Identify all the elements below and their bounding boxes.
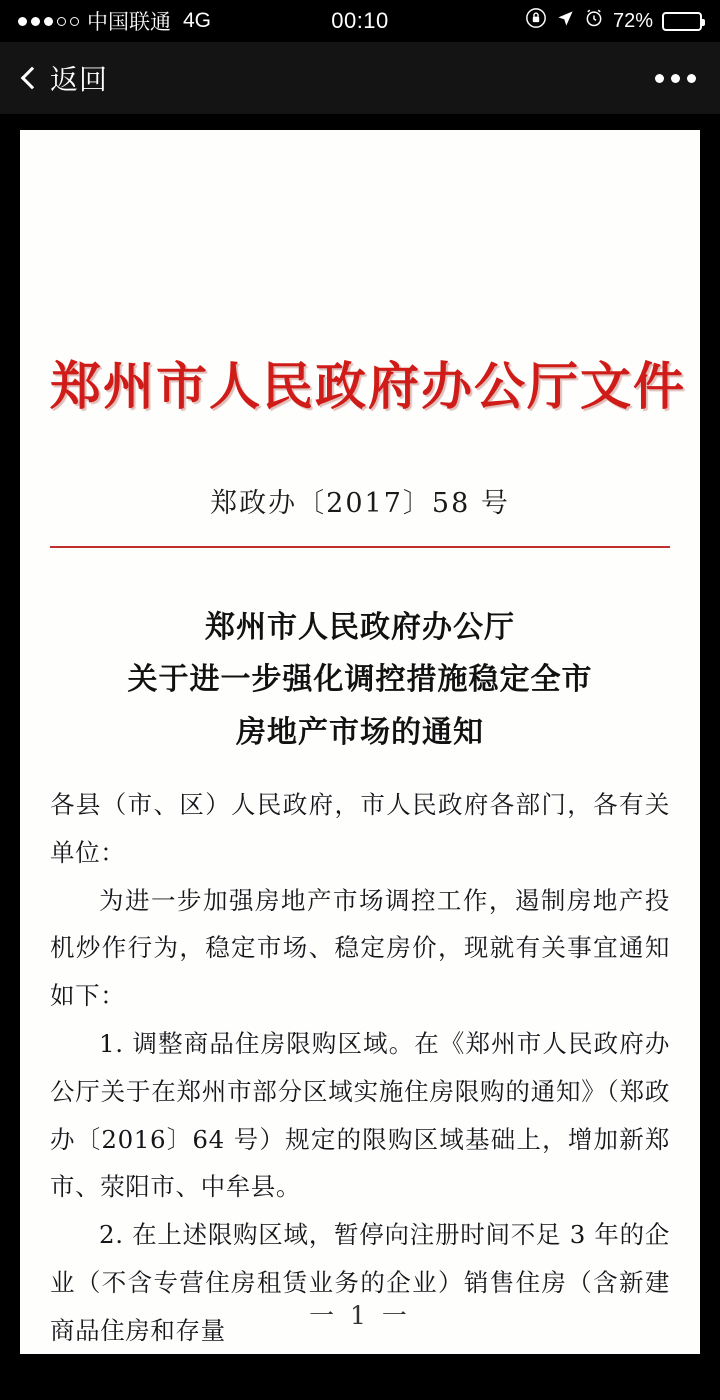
more-dot-2 xyxy=(671,74,680,83)
status-bar xyxy=(0,0,720,42)
clock-label: 00:10 xyxy=(331,8,389,33)
bottom-bar xyxy=(0,1354,720,1400)
page-number: 一 1 一 xyxy=(309,1301,411,1331)
back-button[interactable] xyxy=(24,58,108,98)
document-paragraph: 2. 在上述限购区域，暂停向注册时间不足 3 年的企业（不含专营住房租赁业务的企业）销售住房（含新建商品住房和存量 xyxy=(50,1220,670,1345)
document-heading-line-3: 房地产市场的通知 xyxy=(236,714,484,750)
document-paragraph: 为进一步加强房地产市场调控工作，遏制房地产投机炒作行为，稳定市场、稳定房价，现就有关事宜通知如下： xyxy=(50,885,670,1011)
more-dot-1 xyxy=(655,74,664,83)
more-options-button[interactable] xyxy=(655,74,696,83)
document-top-margin xyxy=(50,130,670,358)
battery-percent-label: 72% xyxy=(612,9,653,32)
status-bar-left xyxy=(18,6,331,36)
document-body xyxy=(50,781,670,1354)
lock-rotation-icon xyxy=(525,7,547,35)
chevron-left-icon xyxy=(21,67,44,90)
red-divider-rule xyxy=(50,546,670,548)
document-paragraph: 各县（市、区）人民政府，市人民政府各部门，各有关单位： xyxy=(50,790,670,867)
document-paragraph: 1. 调整商品住房限购区域。在《郑州市人民政府办公厅关于在郑州市部分区域实施住房限购的通知》（郑政办〔2016〕64 号）规定的限购区域基础上，增加新郑市、荥阳市、中牟县。 xyxy=(50,1028,670,1202)
document-number: 郑政办〔2017〕58 号 xyxy=(210,487,510,519)
location-arrow-icon xyxy=(556,9,575,34)
document-masthead: 郑州市人民政府办公厅文件 xyxy=(50,357,687,417)
document-viewer[interactable] xyxy=(0,114,720,1354)
more-dot-3 xyxy=(687,74,696,83)
document-heading-line-2: 关于进一步强化调控措施稳定全市 xyxy=(127,662,593,698)
battery-icon xyxy=(662,12,702,31)
alarm-clock-icon xyxy=(584,8,604,34)
back-button-label: 返回 xyxy=(50,64,109,95)
document-page xyxy=(20,130,700,1354)
network-type-label: 4G xyxy=(183,9,212,32)
navigation-bar xyxy=(0,42,720,114)
status-bar-right xyxy=(389,7,702,35)
document-heading xyxy=(50,602,670,760)
document-heading-line-1: 郑州市人民政府办公厅 xyxy=(205,609,515,645)
signal-dots-icon xyxy=(18,17,79,26)
carrier-label: 中国联通 xyxy=(87,11,171,34)
